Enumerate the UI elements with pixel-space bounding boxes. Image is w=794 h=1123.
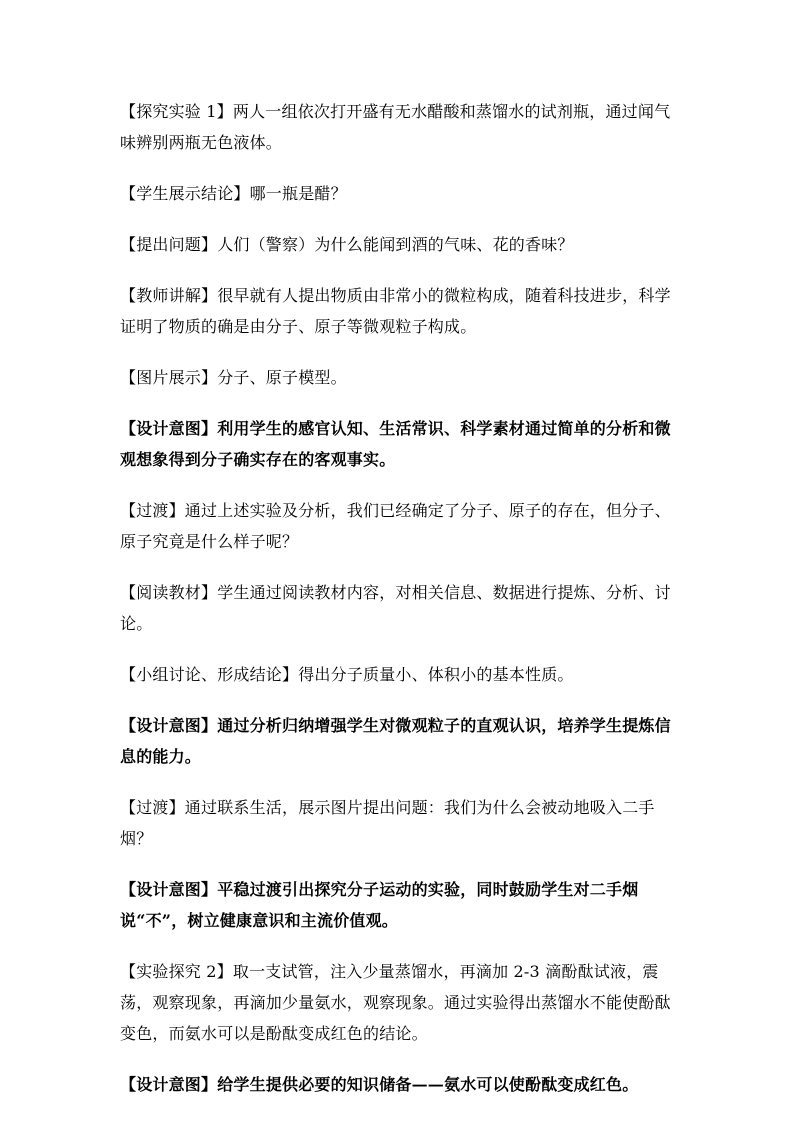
paragraph-transition-1: 【过渡】通过上述实验及分析，我们已经确定了分子、原子的存在，但分子、原子究竟是什么样子呢？ [120, 501, 671, 551]
paragraph-reading: 【阅读教材】学生通过阅读教材内容，对相关信息、数据进行提炼、分析、讨论。 [120, 583, 671, 633]
paragraph-design-intent-4: 【设计意图】给学生提供必要的知识储备——氨水可以使酚酞变成红色。 [120, 1075, 639, 1094]
paragraph-experiment-2: 【实验探究 2】取一支试管，注入少量蒸馏水，再滴加 2-3 滴酚酞试液，震荡，观察现象，再滴加少量氨水，观察现象。通过实验得出蒸馏水不能使酚酞变色，而氨水可以是酚酞变成红色的结论。 [120, 962, 671, 1043]
paragraph-design-intent-1: 【设计意图】利用学生的感官认知、生活常识、科学素材通过简单的分析和微观想象得到分子确实存在的客观事实。 [120, 419, 671, 469]
paragraph-design-intent-2: 【设计意图】通过分析归纳增强学生对微观粒子的直观认识，培养学生提炼信息的能力。 [120, 716, 671, 766]
paragraph-question: 【提出问题】人们（警察）为什么能闻到酒的气味、花的香味？ [120, 235, 574, 254]
paragraph-transition-2: 【过渡】通过联系生活，展示图片提出问题：我们为什么会被动地吸入二手烟？ [120, 798, 655, 848]
paragraph-design-intent-3: 【设计意图】平稳过渡引出探究分子运动的实验，同时鼓励学生对二手烟说“不”，树立健康意识和主流价值观。 [120, 880, 639, 930]
paragraph-student-conclusion: 【学生展示结论】哪一瓶是醋？ [120, 184, 347, 203]
paragraph-group-discussion: 【小组讨论、形成结论】得出分子质量小、体积小的基本性质。 [120, 665, 574, 684]
paragraph-image-display: 【图片展示】分子、原子模型。 [120, 368, 347, 387]
paragraph-teacher-explanation: 【教师讲解】很早就有人提出物质由非常小的微粒构成，随着科技进步，科学证明了物质的确是由分子、原子等微观粒子构成。 [120, 286, 671, 336]
document-page [120, 96, 680, 1120]
paragraph-experiment-1: 【探究实验 1】两人一组依次打开盛有无水醋酸和蒸馏水的试剂瓶，通过闻气味辨别两瓶无色液体。 [120, 102, 671, 152]
